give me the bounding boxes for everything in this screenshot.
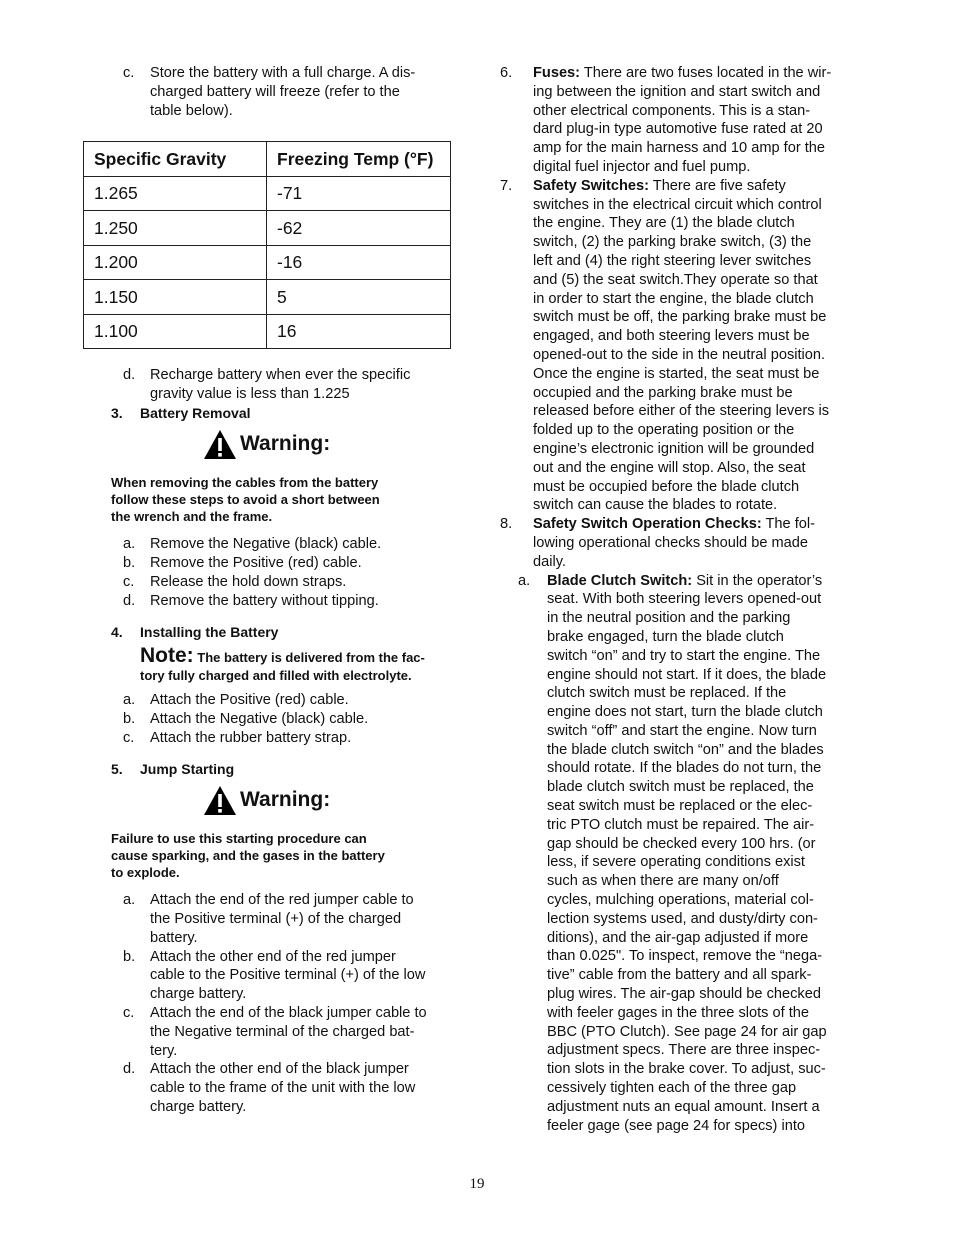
- warning-triangle-icon: [203, 429, 237, 460]
- item-text: Safety Switches: There are five safety switches in the electrical circuit which control the engine. They are (1) the blade clutch switch, (2) the parking brake switch, (3) the left and (4) the right steering lever switches and (5) the seat switch.They operate so that in order to start the engine, the blade clutch switch must be off, the parking brake must be engaged, and both steering levers must be opened-out to the side in the neutral position. Once the engine is started, the seat must be occupied and the parking brake must be released before either of the steering levers is folded up to the operating position or the engine’s electronic ignition will be grounded out and the engine will stop. Also, the seat must be occupied before the blade clutch switch can cause the blades to rotate.: [533, 177, 830, 514]
- text-line: adjustment specs. There are three inspec-: [547, 1042, 821, 1059]
- text-line: amp for the main harness and 10 amp for the: [533, 140, 826, 157]
- table-cell: 1.150: [84, 280, 267, 315]
- text-line: such as when there are many on/off: [547, 873, 779, 890]
- table-cell: 1.200: [84, 245, 267, 280]
- list-item-safety-switch-checks: 8. Safety Switch Operation Checks: The fol- lowing operational checks should be made daily.: [500, 516, 815, 570]
- section-heading-installing-battery: 4. Installing the Battery: [111, 623, 279, 640]
- text-line: switch “on” and try to start the engine. The: [547, 647, 821, 664]
- warning-triangle-icon: [203, 785, 237, 816]
- text-line: brake engaged, turn the blade clutch: [547, 628, 784, 645]
- text-line: daily.: [533, 553, 566, 570]
- table-row: [84, 211, 451, 246]
- table-cell: 1.100: [84, 314, 267, 349]
- table-row: [84, 176, 451, 211]
- item-text: Fuses: There are two fuses located in the wir- ing between the ignition and start switch and other electrical components. This is a stan- dard plug-in type automotive fuse rated at 20 amp for the main harness and 10 amp for the digital fuel injector and fuel pump.: [533, 65, 832, 175]
- text-line: ing between the ignition and start switch and: [533, 83, 821, 100]
- text-line: engaged, and both steering levers must be: [533, 328, 810, 345]
- page-number: 19: [469, 1176, 485, 1192]
- text-line: in order to start the engine, the blade clutch: [533, 290, 814, 307]
- text-line: Once the engine is started, the seat must be: [533, 365, 820, 382]
- text-line: out and the engine will stop. Also, the seat: [533, 459, 806, 476]
- list-item: d. Remove the battery without tipping.: [123, 592, 379, 609]
- text-line: lection systems used, and dusty/dirty con-: [547, 910, 818, 927]
- text-line: than 0.025". To inspect, remove the “nega-: [547, 948, 823, 965]
- table-cell: 16: [267, 314, 451, 349]
- section-heading-jump-starting: 5. Jump Starting: [111, 760, 235, 777]
- text-line: blade clutch switch must be replaced, the: [547, 779, 814, 796]
- text-line: should rotate. If the blades do not turn, the: [547, 760, 822, 777]
- text-line: adjustment nuts an equal amount. Insert a: [547, 1098, 820, 1115]
- text-line: with feeler gages in the three slots of the: [547, 1004, 810, 1021]
- text-line: must be occupied before the blade clutch: [533, 478, 800, 495]
- table-header-row: [84, 142, 451, 177]
- step-marker: d.: [123, 367, 136, 384]
- text-line: switches in the electrical circuit which control: [533, 196, 822, 213]
- note-label: Note:: [140, 644, 194, 668]
- text-line: opened-out to the side in the neutral position.: [533, 346, 826, 363]
- list-item: c. Release the hold down straps.: [123, 573, 347, 590]
- text-line: cessively tighten each of the three gap: [547, 1080, 797, 1097]
- text-line: BBC (PTO Clutch). See page 24 for air gap: [547, 1023, 827, 1040]
- table-row: [84, 280, 451, 315]
- text-line: plug wires. The air-gap should be checked: [547, 986, 821, 1003]
- text-line: seat. With both steering levers opened-out: [547, 591, 822, 608]
- table-cell: -71: [267, 176, 451, 211]
- warning-text-jump-starting: Failure to use this starting procedure can cause sparking, and the gases in the battery to explode.: [111, 830, 385, 880]
- text-line: left and (4) the right steering lever switches: [533, 252, 812, 269]
- warning-text-battery-removal: When removing the cables from the battery follow these steps to avoid a short between the wrench and the frame.: [111, 474, 380, 525]
- step-text: Store the battery with a full charge. A dis- charged battery will freeze (refer to the table below).: [150, 65, 416, 119]
- text-line: and (5) the seat switch.They operate so that: [533, 271, 818, 288]
- text-line: engine’s electronic ignition will be grounded: [533, 440, 815, 457]
- item-text: Blade Clutch Switch: Sit in the operator’s seat. With both steering levers opened-out in the neutral position and the parking brake engaged, turn the blade clutch switch “on” and try to start the engine. The engine should not start. If it does, the blade clutch switch must be replaced. If the engine does not start, turn the blade clutch switch “off” and start the engine. Now turn the blade clutch switch “on” and the blades should rotate. If the blades do not turn, the blade clutch switch must be replaced, the seat switch must be replaced or the elec- tric PTO clutch must be repaired. The air- gap should be checked every 100 hrs. (or less, if severe operating conditions exist such as when there are many on/off cycles, mulching operations, material col- lection systems used, and dusty/dirty con- ditions), and the air-gap adjusted if more than 0.025". To inspect, remove the “nega- tive” cable from the battery and all spark- plug wires. The air-gap should be checked with feeler gages in the three slots of the BBC (PTO Clutch). See page 24 for air gap adjustment specs. There are three inspec- tion slots in the brake cover. To adjust, suc- cessively tighten each of the three gap adjustment nuts an equal amount. Insert a feeler gage (see page 24 for specs) into: [547, 572, 827, 1134]
- text-line: dard plug-in type automotive fuse rated at 20: [533, 121, 823, 138]
- table-row: [84, 314, 451, 349]
- text-line: clutch switch must be replaced. If the: [547, 685, 787, 702]
- text-line: gap should be checked every 100 hrs. (or: [547, 835, 816, 852]
- column-header: Freezing Temp (°F): [267, 142, 451, 177]
- text-line: folded up to the operating position or the: [533, 422, 795, 439]
- warning-heading: Warning:: [203, 429, 452, 460]
- note-text: The battery is delivered from the fac-: [197, 650, 425, 666]
- storage-step: [82, 64, 452, 120]
- text-line: switch can cause the blades to rotate.: [533, 497, 778, 514]
- list-item-safety-switches: 7. Safety Switches: There are five safety switches in the electrical circuit which control the engine. They are (1) the blade clutch switch, (2) the parking brake switch, (3) the left and (4) the right steering lever switches and (5) the seat switch.They operate so that in order to start the engine, the blade clutch switch must be off, the parking brake must be engaged, and both steering levers must be opened-out to the side in the neutral position. Once the engine is started, the seat must be occupied and the parking brake must be released before either of the steering levers is folded up to the operating position or the engine’s electronic ignition will be grounded out and the engine will stop. Also, the seat must be occupied before the blade clutch switch can cause the blades to rotate.: [500, 177, 830, 514]
- right-column: [500, 64, 845, 1135]
- left-column: [82, 64, 452, 1117]
- table-cell: 1.250: [84, 211, 267, 246]
- text-line: switch must be off, the parking brake must be: [533, 309, 827, 326]
- step-text: Recharge battery when ever the specific gravity value is less than 1.225: [150, 367, 411, 403]
- text-line: tion slots in the brake cover. To adjust, suc-: [547, 1061, 826, 1078]
- list-item: d. Attach the other end of the black jumper cable to the frame of the unit with the low charge battery.: [123, 1061, 416, 1115]
- list-item: a. Attach the Positive (red) cable.: [123, 692, 349, 709]
- list-item: b. Remove the Positive (red) cable.: [123, 555, 362, 572]
- text-line: feeler gage (see page 24 for specs) into: [547, 1117, 805, 1134]
- note-block: [140, 644, 452, 685]
- text-line: switch “off” and start the engine. Now turn: [547, 722, 817, 739]
- text-line: released before either of the steering levers is: [533, 403, 830, 420]
- text-line: occupied and the parking brake must be: [533, 384, 793, 401]
- warning-heading: Warning:: [203, 785, 452, 816]
- recharge-step: [82, 366, 452, 404]
- text-line: tive” cable from the battery and all spark-: [547, 967, 812, 984]
- text-line: lowing operational checks should be made: [533, 534, 809, 551]
- table-cell: 1.265: [84, 176, 267, 211]
- step-marker: c.: [123, 65, 135, 81]
- list-item: a. Remove the Negative (black) cable.: [123, 536, 382, 553]
- text-line: the engine. They are (1) the blade clutch: [533, 215, 795, 232]
- table-row: [84, 245, 451, 280]
- text-line: engine does not start, turn the blade clutch: [547, 704, 823, 721]
- list-item: c. Attach the rubber battery strap.: [123, 729, 352, 746]
- list-item: a. Attach the end of the red jumper cable to the Positive terminal (+) of the charged battery.: [123, 892, 414, 946]
- list-item-fuses: 6. Fuses: There are two fuses located in the wir- ing between the ignition and start switch and other electrical components. This is a stan- dard plug-in type automotive fuse rated at 20 amp for the main harness and 10 amp for the digital fuel injector and fuel pump.: [500, 65, 832, 175]
- text-line: cycles, mulching operations, material col-: [547, 892, 814, 909]
- item-text: Safety Switch Operation Checks: The fol- lowing operational checks should be made daily.: [533, 516, 815, 570]
- table-cell: -16: [267, 245, 451, 280]
- list-item-blade-clutch-switch: a. Blade Clutch Switch: Sit in the operator’s seat. With both steering levers opened-out in the neutral position and the parking brake engaged, turn the blade clutch switch “on” and try to start the engine. The engine should not start. If it does, the blade clutch switch must be replaced. If the engine does not start, turn the blade clutch switch “off” and start the engine. Now turn the blade clutch switch “on” and the blades should rotate. If the blades do not turn, the blade clutch switch must be replaced, the seat switch must be replaced or the elec- tric PTO clutch must be repaired. The air- gap should be checked every 100 hrs. (or less, if severe operating conditions exist such as when there are many on/off cycles, mulching operations, material col- lection systems used, and dusty/dirty con- ditions), and the air-gap adjusted if more than 0.025". To inspect, remove the “nega- tive” cable from the battery and all spark- plug wires. The air-gap should be checked with feeler gages in the three slots of the BBC (PTO Clutch). See page 24 for air gap adjustment specs. There are three inspec- tion slots in the brake cover. To adjust, suc- cessively tighten each of the three gap adjustment nuts an equal amount. Insert a feeler gage (see page 24 for specs) into: [518, 572, 827, 1134]
- list-item: b. Attach the other end of the red jumper cable to the Positive terminal (+) of the low charge battery.: [123, 948, 426, 1003]
- table-cell: -62: [267, 211, 451, 246]
- specific-gravity-table: [83, 141, 451, 349]
- text-line: the blade clutch switch “on” and the blades: [547, 741, 824, 758]
- text-line: digital fuel injector and fuel pump.: [533, 158, 751, 175]
- text-line: in the neutral position and the parking: [547, 610, 791, 627]
- column-header: Specific Gravity: [84, 142, 267, 177]
- list-item: c. Attach the end of the black jumper cable to the Negative terminal of the charged bat- tery.: [123, 1004, 427, 1059]
- note-text: tory fully charged and filled with electrolyte.: [140, 668, 412, 684]
- list-item: b. Attach the Negative (black) cable.: [123, 711, 369, 728]
- text-line: switch, (2) the parking brake switch, (3) the: [533, 234, 812, 251]
- section-heading-battery-removal: 3. Battery Removal: [111, 404, 251, 421]
- text-line: less, if severe operating conditions exist: [547, 854, 805, 871]
- text-line: tric PTO clutch must be repaired. The air-: [547, 816, 815, 833]
- text-line: engine should not start. If it does, the blade: [547, 666, 827, 683]
- table-cell: 5: [267, 280, 451, 315]
- text-line: ditions), and the air-gap adjusted if more: [547, 929, 809, 946]
- text-line: seat switch must be replaced or the elec-: [547, 798, 813, 815]
- text-line: other electrical components. This is a stan-: [533, 102, 811, 119]
